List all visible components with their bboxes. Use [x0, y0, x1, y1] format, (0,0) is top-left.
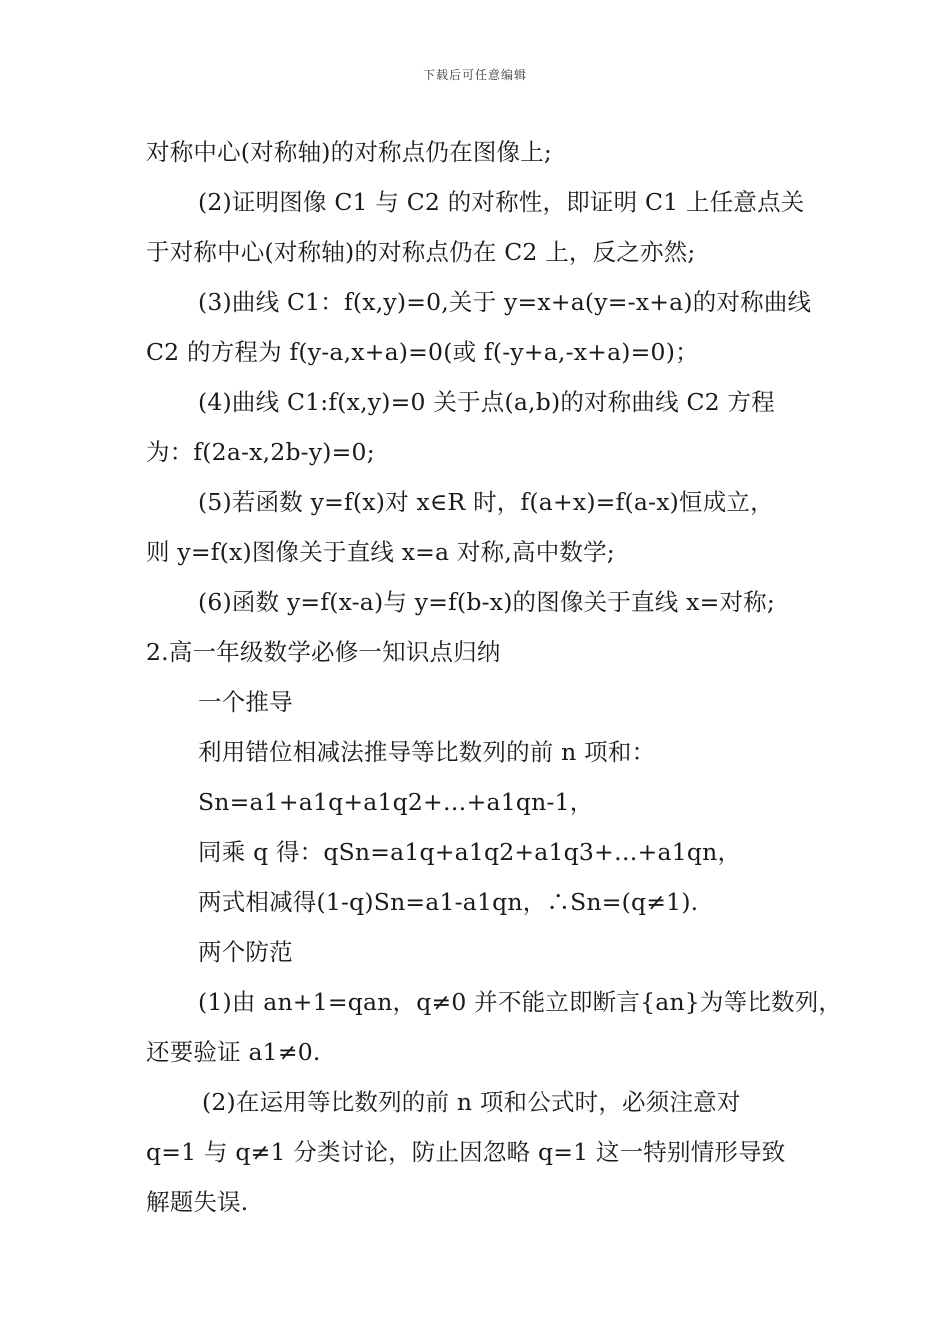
paragraph-line: 为：f(2a-x,2b-y)=0;: [146, 438, 375, 466]
document-body: [146, 127, 843, 1227]
formula-line: 两式相减得(1-q)Sn=a1-a1qn，∴Sn=(q≠1).: [198, 888, 699, 916]
paragraph-line: 还要验证 a1≠0.: [146, 1038, 321, 1066]
formula-line: 同乘 q 得：qSn=a1q+a1q2+a1q3+…+a1qn，: [198, 838, 742, 866]
paragraph-line: (3)曲线 C1：f(x,y)=0,关于 y=x+a(y=-x+a)的对称曲线: [198, 288, 812, 316]
paragraph-line: 则 y=f(x)图像关于直线 x=a 对称,高中数学;: [146, 538, 615, 566]
subheading-derivation: 一个推导: [198, 688, 293, 716]
paragraph-line: 解题失误.: [146, 1188, 249, 1216]
formula-line: Sn=a1+a1q+a1q2+…+a1qn-1，: [198, 788, 594, 816]
paragraph-line: (2)在运用等比数列的前 n 项和公式时，必须注意对: [202, 1088, 741, 1116]
paragraph-line: C2 的方程为 f(y-a,x+a)=0(或 f(-y+a,-x+a)=0)；: [146, 338, 699, 366]
section-heading: 2.高一年级数学必修一知识点归纳: [146, 638, 501, 666]
paragraph-line: 对称中心(对称轴)的对称点仍在图像上;: [146, 138, 553, 166]
subheading-precautions: 两个防范: [198, 938, 293, 966]
paragraph-line: q=1 与 q≠1 分类讨论，防止因忽略 q=1 这一特别情形导致: [146, 1138, 786, 1166]
paragraph-line: (5)若函数 y=f(x)对 x∈R 时，f(a+x)=f(a-x)恒成立，: [198, 488, 774, 516]
page-header: 下载后可任意编辑: [422, 68, 527, 82]
paragraph-line: (4)曲线 C1:f(x,y)=0 关于点(a,b)的对称曲线 C2 方程: [198, 388, 775, 416]
paragraph-line: (2)证明图像 C1 与 C2 的对称性，即证明 C1 上任意点关: [198, 188, 805, 216]
paragraph-line: 利用错位相减法推导等比数列的前 n 项和：: [198, 738, 656, 766]
paragraph-line: (1)由 an+1=qan，q≠0 并不能立即断言{an}为等比数列，: [198, 988, 843, 1016]
paragraph-line: 于对称中心(对称轴)的对称点仍在 C2 上，反之亦然;: [146, 238, 696, 266]
paragraph-line: (6)函数 y=f(x-a)与 y=f(b-x)的图像关于直线 x=对称;: [198, 588, 775, 616]
